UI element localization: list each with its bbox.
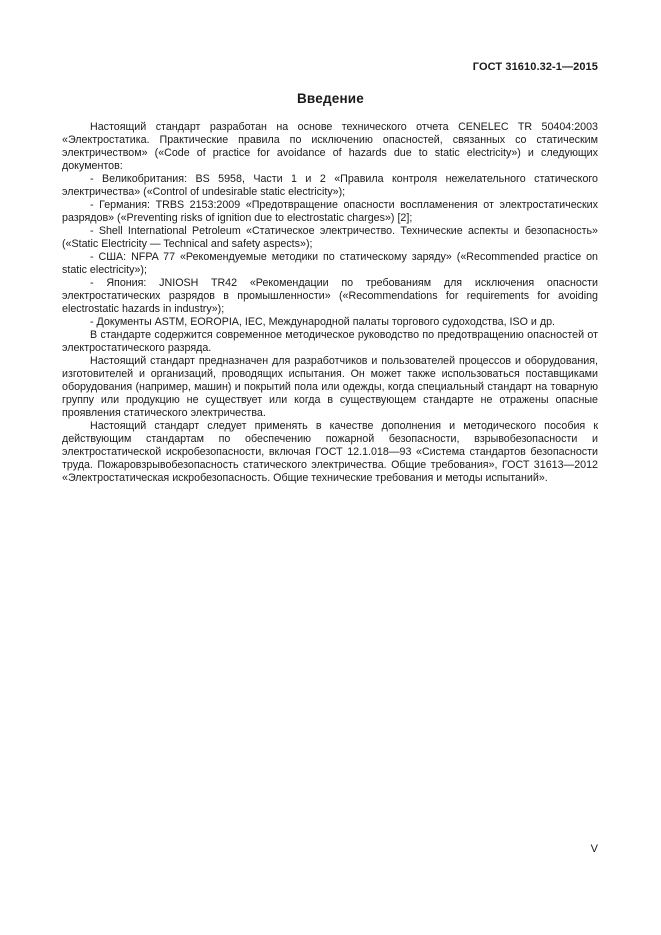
list-item-other-documents: - Документы ASTM, EOROPIA, IEC, Международной палаты торгового судоходства, ISO и др. — [90, 316, 555, 328]
list-item-uk: - Великобритания: BS 5958, Части 1 и 2 «Правила контроля нежелательного статического электричества» («Control of undesirable static electricity»); — [62, 173, 598, 198]
paragraph-intro-basis: Настоящий стандарт разработан на основе технического отчета CENELEC TR 50404:2003 «Электростатика. Практические правила по исключению опасностей, связанных со статическим электричеством» («Code of practice for avoidance of hazards due to static electricity») и следующих документов: — [62, 121, 598, 172]
paragraph-application: Настоящий стандарт следует применять в качестве дополнения и методического пособия к действующим стандартам по обеспечению пожарной безопасности, взрывобезопасности и электростатической искробезопасности, включая ГОСТ 12.1.018—93 «Система стандартов безопасности труда. Пожаровзрывобезопасность статического электричества. Общие требования», ГОСТ 31613—2012 «Электростатическая искробезопасность. Общие технические требования и методы испытаний». — [62, 420, 598, 484]
list-item-japan: - Япония: JNIOSH TR42 «Рекомендации по требованиям для исключения опасности электростатических разрядов в промышленности» («Recommendations for requirements for avoiding electrostatic hazards in industry»); — [62, 277, 598, 315]
paragraph-guidance: В стандарте содержится современное методическое руководство по предотвращению опасностей от электростатического разряда. — [62, 329, 598, 354]
list-item-shell: - Shell International Petroleum «Статическое электричество. Технические аспекты и безопасность» («Static Electricity — Technical and safety aspects»); — [62, 225, 598, 250]
page-number: V — [590, 843, 598, 855]
paragraph-audience: Настоящий стандарт предназначен для разработчиков и пользователей процессов и оборудования, изготовителей и организаций, проводящих испытания. Он может также использоваться поставщиками оборудования (например, машин) и покрытий пола или одежды, когда специальный стандарт на товарную группу или продукцию не существует или когда в существующем стандарте не отражены опасные проявления статического электричества. — [62, 355, 598, 419]
introduction-body — [62, 121, 598, 485]
document-code: ГОСТ 31610.32-1—2015 — [472, 61, 598, 73]
section-title: Введение — [296, 91, 365, 106]
list-item-usa: - США: NFPA 77 «Рекомендуемые методики по статическому заряду» («Recommended practice on static electricity»); — [62, 251, 598, 276]
list-item-germany: - Германия: TRBS 2153:2009 «Предотвращение опасности воспламенения от электростатических разрядов» («Preventing risks of ignition due to electrostatic charges») [2]; — [62, 199, 598, 224]
